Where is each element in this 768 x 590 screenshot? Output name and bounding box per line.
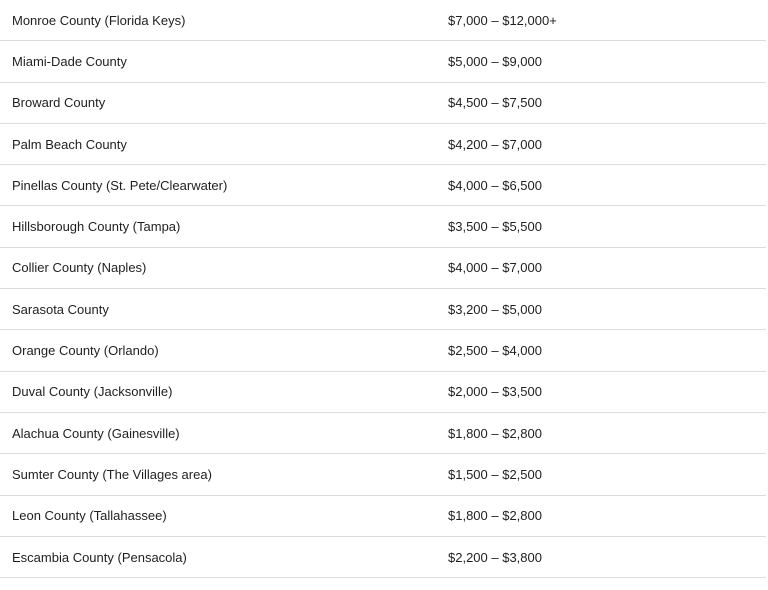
county-cell: Orange County (Orlando) [12,343,159,359]
cost-range-cell: $2,500 – $4,000 [448,343,542,359]
cost-range-cell: $4,000 – $6,500 [448,177,542,193]
table-row [0,330,766,371]
table-row [0,83,766,124]
cost-range-cell: $3,500 – $5,500 [448,219,542,235]
table-row [0,248,766,289]
cost-range-cell: $3,200 – $5,000 [448,301,542,317]
county-cell: Hillsborough County (Tampa) [12,219,181,235]
cost-range-cell: $1,500 – $2,500 [448,466,542,482]
table-row [0,537,766,578]
cost-range-cell: $4,200 – $7,000 [448,136,542,152]
cost-range-cell: $1,800 – $2,800 [448,425,542,441]
county-cell: Escambia County (Pensacola) [12,549,187,565]
cost-range-cell: $5,000 – $9,000 [448,53,542,69]
cost-range-cell: $4,000 – $7,000 [448,260,542,276]
cost-range-cell: $1,800 – $2,800 [448,508,542,524]
county-cell: Duval County (Jacksonville) [12,384,173,400]
table-row [0,454,766,495]
table-row [0,206,766,247]
table-row [0,165,766,206]
table-row [0,496,766,537]
table-row [0,372,766,413]
county-cell: Alachua County (Gainesville) [12,425,180,441]
cost-range-cell: $2,200 – $3,800 [448,549,542,565]
county-cell: Leon County (Tallahassee) [12,508,167,524]
table-row [0,289,766,330]
table-row [0,413,766,454]
county-cell: Collier County (Naples) [12,260,147,276]
table-row [0,41,766,82]
cost-range-cell: $4,500 – $7,500 [448,95,542,111]
county-cell: Broward County [12,95,106,111]
county-cell: Monroe County (Florida Keys) [12,12,186,28]
county-cell: Miami-Dade County [12,53,127,69]
county-cell: Pinellas County (St. Pete/Clearwater) [12,177,228,193]
cost-range-cell: $2,000 – $3,500 [448,384,542,400]
county-cell: Sumter County (The Villages area) [12,466,212,482]
county-cell: Sarasota County [12,301,109,317]
table-row [0,0,766,41]
cost-range-cell: $7,000 – $12,000+ [448,12,557,28]
county-cell: Palm Beach County [12,136,127,152]
table-row [0,124,766,165]
